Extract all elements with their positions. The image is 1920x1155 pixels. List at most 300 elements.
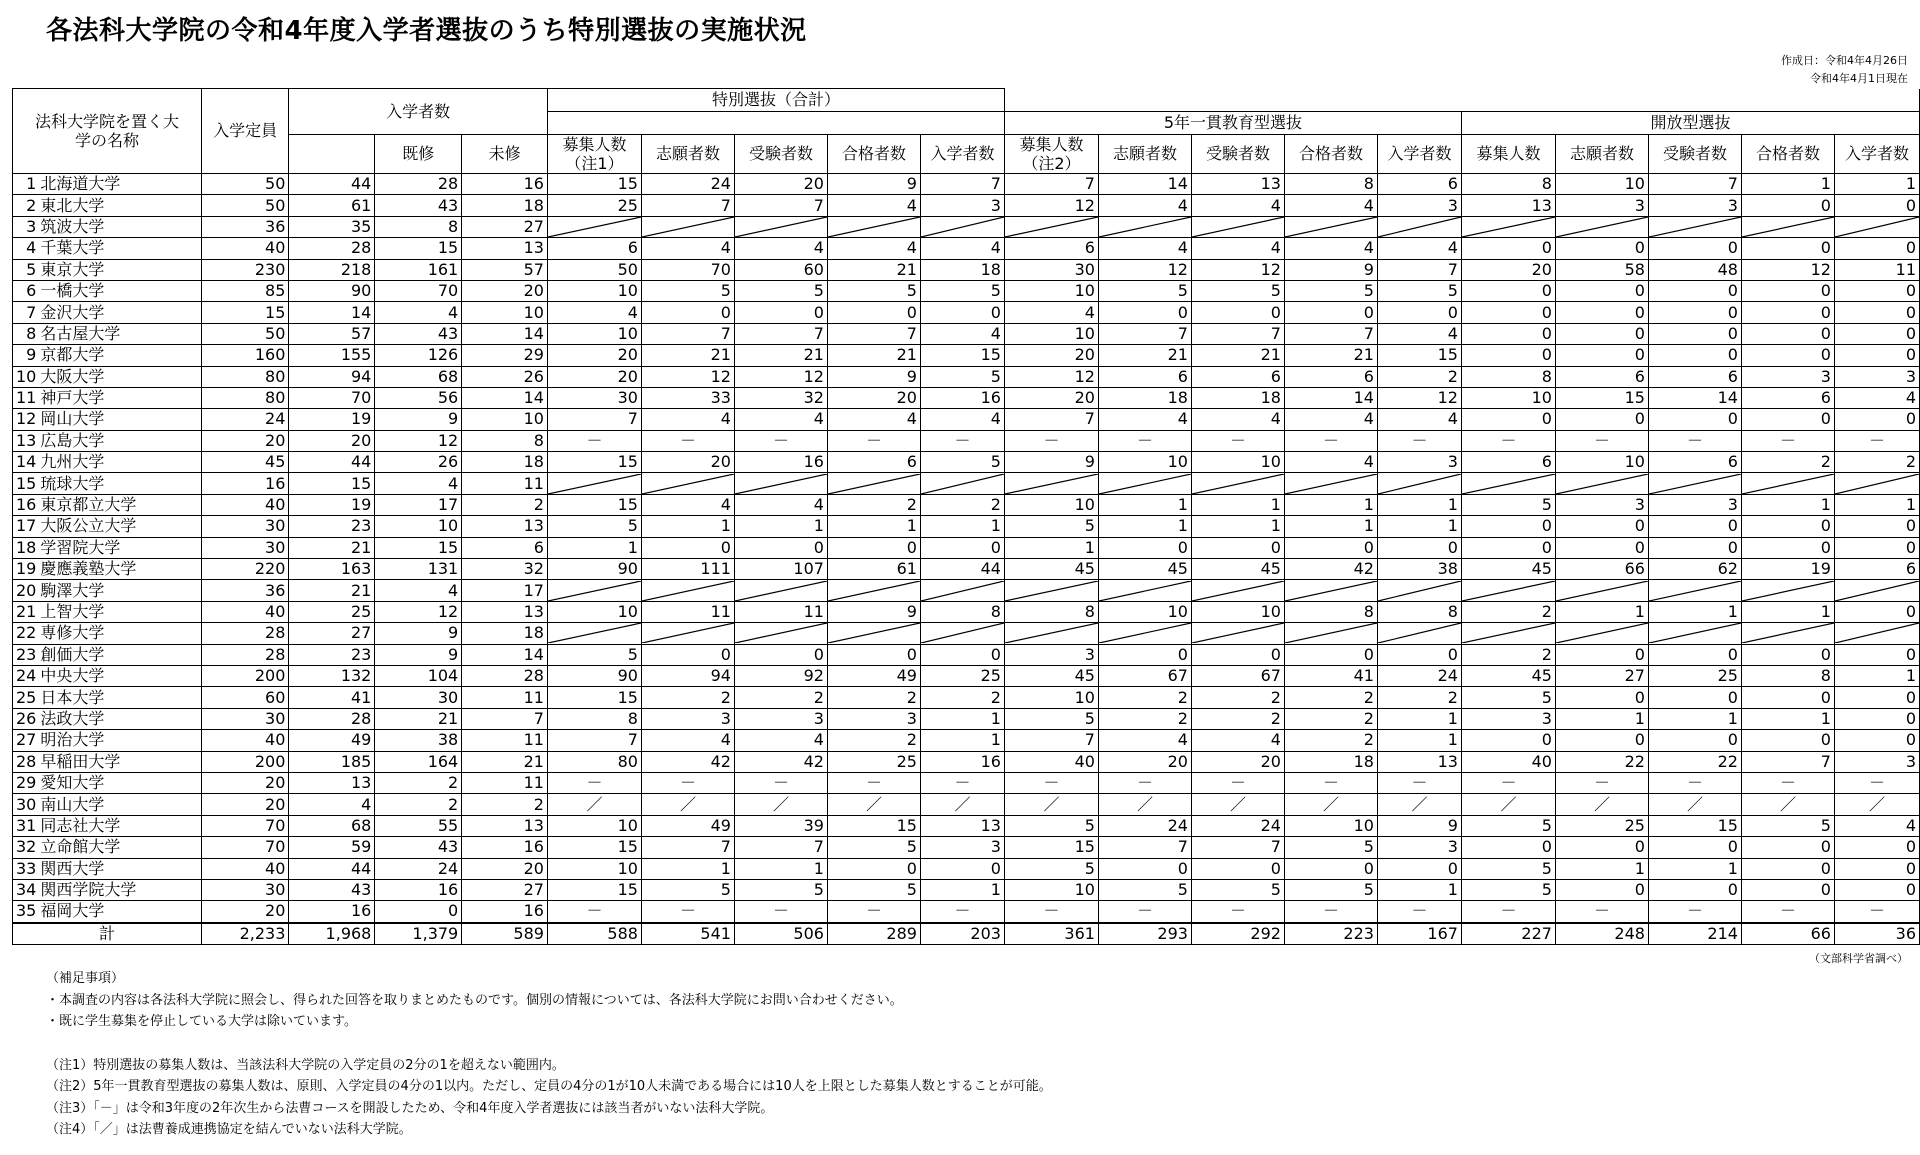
dash-cell: －: [1191, 901, 1284, 923]
value-cell: 2: [920, 494, 1004, 515]
value-cell: 18: [1098, 387, 1191, 408]
value-cell: 94: [289, 366, 375, 387]
value-cell: 0: [1741, 687, 1834, 708]
row-number: 19: [13, 559, 39, 580]
slash-mark-icon: [1378, 474, 1461, 494]
value-cell: 2: [1377, 687, 1461, 708]
five-year-passers-header: 合格者数: [1284, 135, 1377, 174]
value-cell: 3: [1834, 366, 1919, 387]
university-name: 中央大学: [38, 665, 201, 686]
table-row: [13, 430, 1920, 451]
value-cell: 9: [827, 174, 920, 195]
value-cell: 12: [1098, 259, 1191, 280]
slash-cell: [1741, 623, 1834, 644]
dash-cell: －: [1461, 901, 1555, 923]
value-cell: 10: [1004, 280, 1098, 301]
value-cell: 41: [1284, 665, 1377, 686]
value-cell: 1: [1741, 601, 1834, 622]
value-cell: 13: [462, 815, 548, 836]
value-cell: 0: [1555, 730, 1648, 751]
value-cell: 4: [1834, 815, 1919, 836]
university-name: 南山大学: [38, 794, 201, 815]
value-cell: 1: [734, 858, 827, 879]
value-cell: 30: [547, 387, 641, 408]
dash-cell: ／: [1098, 794, 1191, 815]
five-year-header: 5年一貫教育型選抜: [1004, 112, 1461, 135]
value-cell: 6: [1648, 452, 1741, 473]
value-cell: 8: [462, 430, 548, 451]
note-line: （注2）5年一貫教育型選抜の募集人数は、原則、入学定員の4分の1以内。ただし、定員の4分の1が10人未満である場合には10人を上限とした募集人数とすることが可能。: [46, 1079, 1052, 1094]
value-cell: 0: [1741, 280, 1834, 301]
dash-cell: －: [1377, 901, 1461, 923]
table-row: [13, 259, 1920, 280]
value-cell: 0: [1741, 644, 1834, 665]
value-cell: 24: [1377, 665, 1461, 686]
dash-cell: －: [1191, 430, 1284, 451]
value-cell: 6: [1098, 366, 1191, 387]
value-cell: 0: [1741, 879, 1834, 900]
special-passers-header: 合格者数: [827, 135, 920, 174]
value-cell: 5: [1191, 879, 1284, 900]
slash-cell: [1284, 216, 1377, 237]
table-row: [13, 452, 1920, 473]
value-cell: 0: [1741, 323, 1834, 344]
value-cell: 0: [1555, 516, 1648, 537]
value-cell: 1: [920, 879, 1004, 900]
slash-cell: [1741, 580, 1834, 601]
value-cell: 32: [462, 559, 548, 580]
dash-cell: －: [547, 430, 641, 451]
value-cell: 3: [1555, 195, 1648, 216]
slash-mark-icon: [1462, 623, 1555, 643]
slash-mark-icon: [1378, 581, 1461, 601]
slash-mark-icon: [1462, 474, 1555, 494]
value-cell: 45: [201, 452, 288, 473]
slash-mark-icon: [1285, 623, 1377, 643]
value-cell: 0: [1648, 280, 1741, 301]
value-cell: 14: [1648, 387, 1741, 408]
value-cell: 40: [201, 858, 288, 879]
value-cell: 50: [201, 174, 288, 195]
value-cell: 0: [1191, 858, 1284, 879]
slash-cell: [1098, 216, 1191, 237]
dash-cell: ／: [1191, 794, 1284, 815]
value-cell: 7: [641, 195, 734, 216]
value-cell: 4: [1191, 730, 1284, 751]
value-cell: 3: [1377, 452, 1461, 473]
slash-mark-icon: [1835, 217, 1919, 237]
value-cell: 25: [547, 195, 641, 216]
value-cell: 3: [1377, 195, 1461, 216]
table-row: [13, 494, 1920, 515]
value-cell: 12: [1741, 259, 1834, 280]
value-cell: 0: [1555, 837, 1648, 858]
value-cell: 248: [1555, 923, 1648, 945]
value-cell: 289: [827, 923, 920, 945]
table-row: [13, 559, 1920, 580]
dash-cell: －: [1098, 901, 1191, 923]
value-cell: 8: [1284, 601, 1377, 622]
value-cell: 7: [1191, 837, 1284, 858]
capacity-header: 入学定員: [201, 89, 288, 174]
value-cell: 5: [1461, 687, 1555, 708]
value-cell: 21: [1098, 345, 1191, 366]
slash-mark-icon: [548, 581, 641, 601]
value-cell: 5: [827, 837, 920, 858]
value-cell: 0: [1648, 537, 1741, 558]
value-cell: 4: [1098, 195, 1191, 216]
slash-mark-icon: [1556, 623, 1648, 643]
value-cell: 68: [289, 815, 375, 836]
value-cell: 5: [641, 280, 734, 301]
value-cell: 167: [1377, 923, 1461, 945]
row-number: 23: [13, 644, 39, 665]
value-cell: 1: [1284, 494, 1377, 515]
value-cell: 16: [734, 452, 827, 473]
value-cell: 1: [1004, 537, 1098, 558]
value-cell: 4: [734, 494, 827, 515]
value-cell: 20: [201, 772, 288, 793]
table-row: [13, 174, 1920, 195]
slash-cell: [547, 580, 641, 601]
value-cell: 45: [1191, 559, 1284, 580]
value-cell: 2: [1284, 730, 1377, 751]
value-cell: 10: [462, 302, 548, 323]
slash-cell: [920, 623, 1004, 644]
value-cell: 20: [547, 366, 641, 387]
value-cell: 4: [375, 302, 462, 323]
dash-cell: －: [1284, 901, 1377, 923]
university-name: 福岡大学: [38, 901, 201, 923]
value-cell: 7: [1004, 174, 1098, 195]
value-cell: 9: [1284, 259, 1377, 280]
value-cell: 7: [734, 837, 827, 858]
value-cell: 2: [920, 687, 1004, 708]
slash-cell: [547, 473, 641, 494]
value-cell: 5: [734, 879, 827, 900]
value-cell: 8: [1284, 174, 1377, 195]
slash-cell: [1098, 473, 1191, 494]
university-name: 法政大学: [38, 708, 201, 729]
value-cell: 5: [827, 280, 920, 301]
value-cell: 10: [1004, 494, 1098, 515]
value-cell: 80: [547, 751, 641, 772]
value-cell: 24: [1191, 815, 1284, 836]
special-total-header: 特別選抜（合計）: [547, 89, 1004, 112]
dash-cell: －: [641, 430, 734, 451]
value-cell: 0: [1834, 516, 1919, 537]
value-cell: 0: [1741, 730, 1834, 751]
value-cell: 6: [1377, 174, 1461, 195]
value-cell: 5: [1284, 879, 1377, 900]
kishu-header: 既修: [375, 135, 462, 174]
value-cell: 13: [462, 601, 548, 622]
slash-mark-icon: [921, 581, 1004, 601]
value-cell: 0: [1648, 302, 1741, 323]
value-cell: 0: [1741, 302, 1834, 323]
dash-cell: －: [1834, 772, 1919, 793]
value-cell: 9: [375, 409, 462, 430]
value-cell: 5: [1461, 879, 1555, 900]
value-cell: 0: [1834, 345, 1919, 366]
slash-cell: [1461, 216, 1555, 237]
slash-mark-icon: [921, 623, 1004, 643]
value-cell: 17: [462, 580, 548, 601]
value-cell: 0: [1284, 858, 1377, 879]
dash-cell: －: [1191, 772, 1284, 793]
value-cell: 0: [1834, 601, 1919, 622]
slash-mark-icon: [1285, 474, 1377, 494]
slash-cell: [1555, 580, 1648, 601]
value-cell: 0: [1191, 644, 1284, 665]
value-cell: 0: [1461, 345, 1555, 366]
slash-mark-icon: [828, 474, 920, 494]
value-cell: 13: [1377, 751, 1461, 772]
value-cell: 40: [201, 494, 288, 515]
value-cell: 3: [641, 708, 734, 729]
value-cell: 70: [641, 259, 734, 280]
value-cell: 24: [641, 174, 734, 195]
value-cell: 1: [641, 516, 734, 537]
value-cell: 5: [1004, 708, 1098, 729]
value-cell: 66: [1555, 559, 1648, 580]
row-number: 20: [13, 580, 39, 601]
note-line: ・既に学生募集を停止している大学は除いています。: [46, 1014, 357, 1029]
note-line: （補足事項）: [46, 971, 125, 986]
slash-mark-icon: [642, 217, 734, 237]
value-cell: 18: [1284, 751, 1377, 772]
dash-cell: －: [1098, 772, 1191, 793]
table-row: [13, 751, 1920, 772]
value-cell: 0: [734, 537, 827, 558]
value-cell: 20: [289, 430, 375, 451]
value-cell: 3: [734, 708, 827, 729]
slash-mark-icon: [1742, 581, 1834, 601]
value-cell: 43: [375, 195, 462, 216]
value-cell: 1: [1834, 174, 1919, 195]
value-cell: 3: [1648, 494, 1741, 515]
value-cell: 13: [920, 815, 1004, 836]
value-cell: 7: [641, 837, 734, 858]
value-cell: 40: [201, 730, 288, 751]
value-cell: 5: [1377, 280, 1461, 301]
value-cell: 1: [920, 730, 1004, 751]
value-cell: 1: [1648, 708, 1741, 729]
value-cell: 20: [201, 430, 288, 451]
value-cell: 293: [1098, 923, 1191, 945]
five-year-examinees-header: 受験者数: [1191, 135, 1284, 174]
value-cell: 14: [289, 302, 375, 323]
special-recruit-header: 募集人数（注1）: [547, 135, 641, 174]
value-cell: 7: [920, 174, 1004, 195]
value-cell: 20: [641, 452, 734, 473]
slash-mark-icon: [642, 474, 734, 494]
value-cell: 3: [920, 837, 1004, 858]
dash-cell: ／: [547, 794, 641, 815]
dash-cell: －: [641, 901, 734, 923]
value-cell: 24: [1098, 815, 1191, 836]
value-cell: 10: [1098, 452, 1191, 473]
value-cell: 0: [1648, 644, 1741, 665]
value-cell: 1: [827, 516, 920, 537]
value-cell: 42: [1284, 559, 1377, 580]
value-cell: 132: [289, 665, 375, 686]
value-cell: 4: [734, 238, 827, 259]
value-cell: 0: [1377, 858, 1461, 879]
value-cell: 28: [289, 708, 375, 729]
value-cell: 12: [1004, 195, 1098, 216]
value-cell: 2: [1741, 452, 1834, 473]
value-cell: 25: [920, 665, 1004, 686]
value-cell: 0: [1648, 730, 1741, 751]
value-cell: 200: [201, 665, 288, 686]
value-cell: 16: [462, 174, 548, 195]
university-name: 学習院大学: [38, 537, 201, 558]
value-cell: 56: [375, 387, 462, 408]
value-cell: 67: [1098, 665, 1191, 686]
dash-cell: －: [1555, 772, 1648, 793]
value-cell: 30: [201, 516, 288, 537]
slash-cell: [734, 623, 827, 644]
open-applicants-header: 志願者数: [1555, 135, 1648, 174]
value-cell: 7: [641, 323, 734, 344]
row-number: 10: [13, 366, 39, 387]
value-cell: 2: [1284, 708, 1377, 729]
dash-cell: －: [1284, 772, 1377, 793]
value-cell: 43: [289, 879, 375, 900]
table-row: [13, 345, 1920, 366]
slash-mark-icon: [1742, 474, 1834, 494]
slash-cell: [734, 580, 827, 601]
value-cell: 36: [1834, 923, 1919, 945]
slash-cell: [827, 216, 920, 237]
slash-mark-icon: [1099, 581, 1191, 601]
dash-cell: ／: [1461, 794, 1555, 815]
value-cell: 15: [1555, 387, 1648, 408]
value-cell: 20: [1004, 345, 1098, 366]
special-applicants-header: 志願者数: [641, 135, 734, 174]
note-line: ・本調査の内容は各法科大学院に照会し、得られた回答を取りまとめたものです。個別の情報については、各法科大学院にお問い合わせください。: [46, 992, 903, 1008]
dash-cell: －: [1004, 901, 1098, 923]
value-cell: 2: [462, 794, 548, 815]
value-cell: 1: [1377, 730, 1461, 751]
dash-cell: －: [1648, 772, 1741, 793]
dash-cell: ／: [1834, 794, 1919, 815]
value-cell: 40: [201, 238, 288, 259]
value-cell: 0: [1555, 409, 1648, 430]
value-cell: 2: [1098, 708, 1191, 729]
value-cell: 5: [1461, 494, 1555, 515]
value-cell: 1: [1191, 516, 1284, 537]
slash-cell: [641, 216, 734, 237]
row-number: 2: [13, 195, 39, 216]
value-cell: 0: [1555, 879, 1648, 900]
value-cell: 3: [1555, 494, 1648, 515]
value-cell: 2: [827, 687, 920, 708]
slash-cell: [641, 580, 734, 601]
value-cell: 1: [920, 708, 1004, 729]
value-cell: 2: [462, 494, 548, 515]
value-cell: 61: [289, 195, 375, 216]
value-cell: 4: [734, 730, 827, 751]
value-cell: 61: [827, 559, 920, 580]
value-cell: 4: [1191, 238, 1284, 259]
value-cell: 0: [1741, 516, 1834, 537]
value-cell: 2: [1098, 687, 1191, 708]
value-cell: 45: [1461, 559, 1555, 580]
row-number: 30: [13, 794, 39, 815]
value-cell: 10: [1461, 387, 1555, 408]
value-cell: 42: [734, 751, 827, 772]
value-cell: 588: [547, 923, 641, 945]
value-cell: 4: [1377, 323, 1461, 344]
value-cell: 27: [289, 623, 375, 644]
dash-cell: －: [1377, 772, 1461, 793]
university-name: 専修大学: [38, 623, 201, 644]
value-cell: 0: [1284, 302, 1377, 323]
table-row: [13, 516, 1920, 537]
value-cell: 131: [375, 559, 462, 580]
slash-mark-icon: [735, 217, 827, 237]
row-number: 32: [13, 837, 39, 858]
value-cell: 20: [462, 858, 548, 879]
university-name: 北海道大学: [38, 174, 201, 195]
table-row: [13, 858, 1920, 879]
value-cell: 0: [1461, 280, 1555, 301]
value-cell: 104: [375, 665, 462, 686]
value-cell: 18: [462, 623, 548, 644]
table-row: [13, 537, 1920, 558]
dash-cell: ／: [920, 794, 1004, 815]
university-name: 筑波大学: [38, 216, 201, 237]
value-cell: 7: [1741, 751, 1834, 772]
value-cell: 12: [375, 430, 462, 451]
value-cell: 1: [1834, 665, 1919, 686]
value-cell: 21: [827, 345, 920, 366]
slash-mark-icon: [1005, 474, 1098, 494]
value-cell: 20: [827, 387, 920, 408]
value-cell: 1: [1555, 858, 1648, 879]
value-cell: 50: [201, 195, 288, 216]
value-cell: 8: [920, 601, 1004, 622]
value-cell: 13: [289, 772, 375, 793]
value-cell: 2: [375, 772, 462, 793]
value-cell: 45: [1004, 559, 1098, 580]
value-cell: 15: [547, 837, 641, 858]
table-row: [13, 387, 1920, 408]
dash-cell: －: [920, 430, 1004, 451]
value-cell: 0: [1191, 302, 1284, 323]
value-cell: 12: [1004, 366, 1098, 387]
value-cell: 90: [289, 280, 375, 301]
value-cell: 5: [1098, 879, 1191, 900]
university-name: 創価大学: [38, 644, 201, 665]
value-cell: 28: [201, 623, 288, 644]
value-cell: 45: [1461, 665, 1555, 686]
slash-mark-icon: [1099, 217, 1191, 237]
slash-mark-icon: [1285, 217, 1377, 237]
value-cell: 1: [1284, 516, 1377, 537]
table-row: [13, 216, 1920, 237]
slash-mark-icon: [1285, 581, 1377, 601]
value-cell: 70: [201, 815, 288, 836]
value-cell: 11: [462, 687, 548, 708]
dash-cell: －: [827, 430, 920, 451]
slash-cell: [547, 216, 641, 237]
value-cell: 0: [1098, 644, 1191, 665]
special-entrants-header: 入学者数: [920, 135, 1004, 174]
value-cell: 7: [1191, 323, 1284, 344]
